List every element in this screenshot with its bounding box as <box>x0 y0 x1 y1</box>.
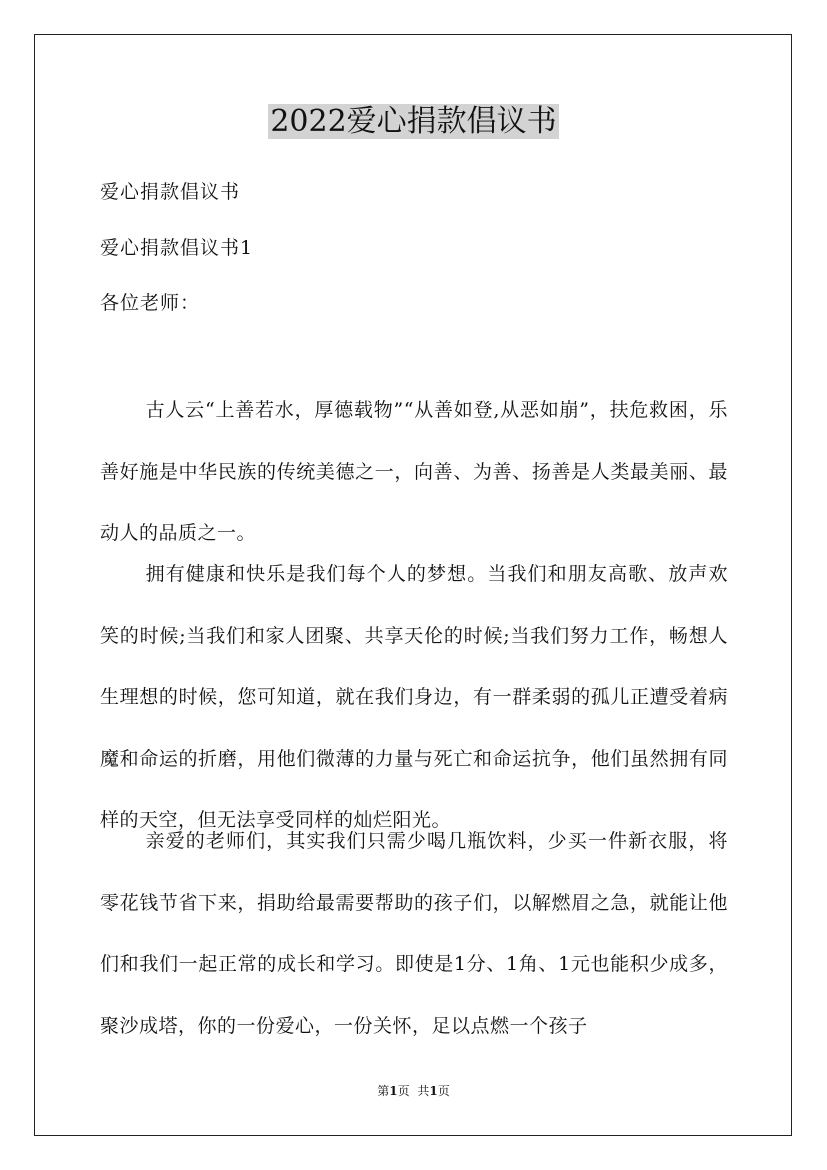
salutation: 各位老师： <box>100 292 201 314</box>
subtitle-line: 爱心捐款倡议书 <box>100 181 241 203</box>
footer-total-suffix: 页 <box>437 1084 450 1098</box>
subtitle-numbered-line: 爱心捐款倡议书1 <box>100 237 254 259</box>
footer-page-prefix: 第 <box>377 1084 390 1098</box>
paragraph-3: 亲爱的老师们，其实我们只需少喝几瓶饮料，少买一件新衣服，将零花钱节省下来，捐助给最需要帮助的孩子们，以解燃眉之急，就能让他们和我们一起正常的成长和学习。即使是1分、1角、1元也能积少成多，聚沙成塔，你的一份爱心，一份关怀，足以点燃一个孩子 <box>100 830 728 1037</box>
paragraph-2: 拥有健康和快乐是我们每个人的梦想。当我们和朋友高歌、放声欢笑的时候;当我们和家人团聚、共享天伦的时候;当我们努力工作，畅想人生理想的时候，您可知道，就在我们身边，有一群柔弱的孤儿正遭受着病魔和命运的折磨，用他们微薄的力量与死亡和命运抗争，他们虽然拥有同样的天空，但无法享受同样的灿烂阳光。 <box>100 563 728 831</box>
document-title <box>0 101 827 143</box>
footer-total-prefix: 共 <box>417 1084 430 1098</box>
footer-page-suffix: 页 <box>397 1084 410 1098</box>
page-footer <box>0 1083 827 1099</box>
footer-total-number: 1 <box>429 1084 438 1098</box>
paragraph-1: 古人云“上善若水，厚德载物”“从善如登,从恶如崩”，扶危救困，乐善好施是中华民族的传统美德之一，向善、为善、扬善是人类最美丽、最动人的品质之一。 <box>100 399 728 544</box>
document-title-text: 2022爱心捐款倡议书 <box>270 104 557 139</box>
footer-page-number: 1 <box>389 1084 398 1098</box>
